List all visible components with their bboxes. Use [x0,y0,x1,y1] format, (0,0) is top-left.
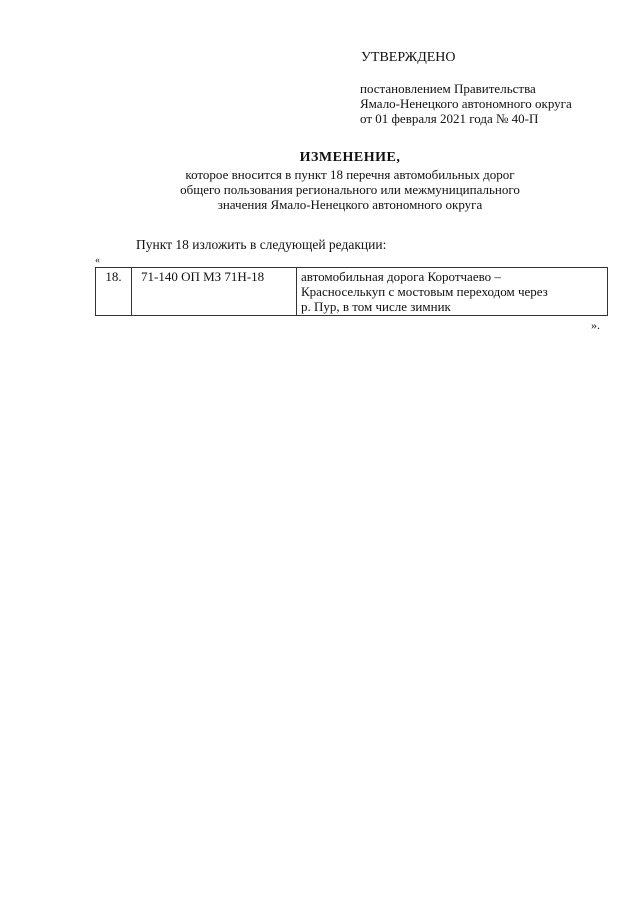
closing-quote: ». [591,318,600,332]
road-name-line: р. Пур, в том числе зимник [301,299,451,314]
document-title: ИЗМЕНЕНИЕ, [299,150,401,165]
row-number-cell: 18. [96,268,132,316]
approval-resolution-line: постановлением Правительства [360,81,536,96]
subtitle-line: значения Ямало-Ненецкого автономного округа [217,197,483,212]
subtitle-line: общего пользования регионального или межмуниципального [180,182,520,197]
approved-heading: УТВЕРЖДЕНО [361,50,456,65]
opening-quote: « [95,255,100,266]
subtitle-line: которое вносится в пункт 18 перечня автомобильных дорог [185,167,515,182]
road-list-table [95,267,608,316]
road-name-line: Красноселькуп с мостовым переходом через [301,284,548,299]
table-row [96,268,608,316]
approval-date-line: от 01 февраля 2021 года № 40-П [360,111,539,126]
approval-region-line: Ямало-Ненецкого автономного округа [360,96,572,111]
instruction-text: Пункт 18 изложить в следующей редакции: [136,237,387,252]
road-name-cell [297,268,608,316]
road-code-cell: 71-140 ОП МЗ 71Н-18 [132,268,297,316]
road-name-line: автомобильная дорога Коротчаево – [301,269,501,284]
